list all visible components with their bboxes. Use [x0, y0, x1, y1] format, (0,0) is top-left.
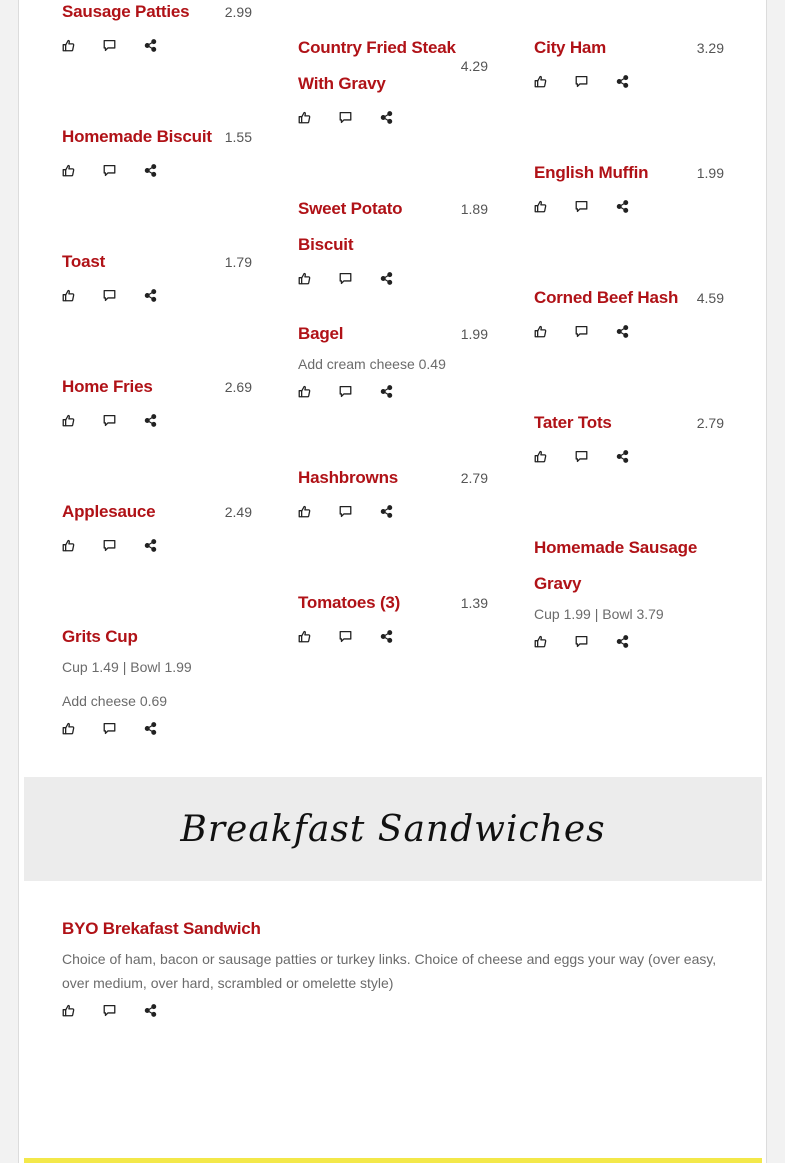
menu-item — [534, 155, 724, 219]
item-description: Cup 1.49 | Bowl 1.99 — [62, 659, 192, 675]
item-actions — [62, 997, 724, 1023]
item-price: 2.69 — [224, 379, 252, 395]
comment-icon — [575, 635, 588, 648]
item-actions — [534, 193, 724, 219]
item-name: Applesauce — [62, 502, 156, 521]
item-price: 2.99 — [224, 4, 252, 20]
menu-item — [62, 119, 252, 183]
item-name: Sweet Potato Biscuit — [298, 199, 403, 254]
menu-item — [298, 316, 488, 404]
like-button[interactable] — [62, 34, 103, 56]
thumbs-up-icon — [298, 505, 311, 518]
menu-item — [534, 280, 724, 344]
thumbs-up-icon — [534, 325, 547, 338]
comment-button[interactable] — [575, 630, 616, 652]
item-name: Sausage Patties — [62, 2, 190, 21]
item-description: Choice of ham, bacon or sausage patties or turkey links. Choice of cheese and eggs your way (over easy, over medium, over hard, scrambled or omelette style) — [62, 951, 717, 991]
thumbs-up-icon — [298, 385, 311, 398]
share-icon — [616, 635, 629, 648]
item-name: Corned Beef Hash — [534, 288, 679, 307]
like-button[interactable] — [298, 500, 339, 522]
item-name: Toast — [62, 252, 106, 271]
item-name: Homemade Sausage Gravy — [534, 538, 698, 593]
thumbs-up-icon — [62, 39, 75, 52]
comment-button[interactable] — [575, 445, 616, 467]
thumbs-up-icon — [534, 635, 547, 648]
item-name: Tomatoes (3) — [298, 593, 401, 612]
comment-icon — [575, 75, 588, 88]
menu-item — [62, 494, 252, 558]
comment-button[interactable] — [339, 106, 380, 128]
like-button[interactable] — [298, 380, 339, 402]
thumbs-up-icon — [62, 164, 75, 177]
like-button[interactable] — [298, 267, 339, 289]
share-icon — [144, 414, 157, 427]
like-button[interactable] — [62, 159, 103, 181]
comment-icon — [339, 630, 352, 643]
share-button[interactable] — [144, 284, 185, 306]
section-title: Breakfast Sandwiches — [180, 808, 606, 850]
like-button[interactable] — [62, 534, 103, 556]
comment-icon — [339, 505, 352, 518]
comment-icon — [575, 200, 588, 213]
item-price: 1.55 — [224, 129, 252, 145]
like-button[interactable] — [62, 999, 103, 1021]
comment-button[interactable] — [339, 625, 380, 647]
like-button[interactable] — [62, 409, 103, 431]
item-name: Country Fried Steak With Gravy — [298, 38, 456, 93]
share-button[interactable] — [380, 380, 421, 402]
item-actions — [298, 623, 488, 649]
menu-item — [62, 244, 252, 308]
item-actions — [534, 68, 724, 94]
comment-button[interactable] — [103, 34, 144, 56]
share-button[interactable] — [144, 717, 185, 739]
like-button[interactable] — [298, 625, 339, 647]
item-actions — [62, 282, 252, 308]
share-icon — [144, 539, 157, 552]
item-name: Grits Cup — [62, 627, 138, 646]
comment-icon — [103, 1004, 116, 1017]
comment-button[interactable] — [339, 380, 380, 402]
share-icon — [380, 505, 393, 518]
menu-item — [62, 0, 252, 58]
item-price: 2.79 — [460, 470, 488, 486]
share-icon — [144, 1004, 157, 1017]
item-name: BYO Brekafast Sandwich — [62, 919, 261, 938]
like-button[interactable] — [62, 284, 103, 306]
like-button[interactable] — [534, 70, 575, 92]
share-icon — [144, 164, 157, 177]
comment-icon — [575, 450, 588, 463]
menu-item — [298, 460, 488, 524]
item-price: 1.39 — [460, 595, 488, 611]
comment-button[interactable] — [339, 500, 380, 522]
share-icon — [616, 325, 629, 338]
share-button[interactable] — [380, 267, 421, 289]
thumbs-up-icon — [534, 450, 547, 463]
item-actions — [298, 265, 488, 291]
share-button[interactable] — [380, 625, 421, 647]
comment-button[interactable] — [339, 267, 380, 289]
like-button[interactable] — [534, 630, 575, 652]
comment-button[interactable] — [575, 70, 616, 92]
comment-button[interactable] — [103, 284, 144, 306]
thumbs-up-icon — [298, 272, 311, 285]
comment-button[interactable] — [575, 195, 616, 217]
comment-icon — [103, 164, 116, 177]
item-actions — [62, 32, 252, 58]
item-name: Hashbrowns — [298, 468, 399, 487]
menu-item — [62, 619, 252, 741]
share-icon — [616, 75, 629, 88]
like-button[interactable] — [534, 195, 575, 217]
item-price: 4.29 — [460, 58, 488, 74]
thumbs-up-icon — [62, 1004, 75, 1017]
comment-icon — [103, 289, 116, 302]
item-description: Add cheese 0.69 — [62, 693, 168, 709]
menu-item — [534, 30, 724, 94]
comment-button[interactable] — [103, 534, 144, 556]
item-actions — [298, 104, 488, 130]
item-actions — [534, 628, 724, 654]
item-name: Tater Tots — [534, 413, 612, 432]
item-actions — [62, 715, 252, 741]
share-button[interactable] — [144, 159, 185, 181]
share-button[interactable] — [144, 999, 185, 1021]
thumbs-up-icon — [62, 414, 75, 427]
menu-item — [298, 30, 488, 130]
menu-item — [298, 585, 488, 649]
comment-button[interactable] — [103, 717, 144, 739]
comment-button[interactable] — [103, 159, 144, 181]
menu-item — [534, 530, 724, 654]
thumbs-up-icon — [62, 722, 75, 735]
menu-item — [62, 369, 252, 433]
item-price: 2.49 — [224, 504, 252, 520]
comment-icon — [339, 385, 352, 398]
item-description: Add cream cheese 0.49 — [298, 356, 446, 372]
footer-accent-bar — [24, 1158, 762, 1163]
item-name: English Muffin — [534, 163, 649, 182]
comment-icon — [575, 325, 588, 338]
item-actions — [62, 532, 252, 558]
like-button[interactable] — [534, 445, 575, 467]
like-button[interactable] — [298, 106, 339, 128]
item-name: Bagel — [298, 324, 344, 343]
item-actions — [534, 318, 724, 344]
item-actions — [62, 157, 252, 183]
thumbs-up-icon — [62, 539, 75, 552]
comment-button[interactable] — [575, 320, 616, 342]
share-button[interactable] — [380, 500, 421, 522]
share-icon — [380, 272, 393, 285]
menu-item — [298, 191, 488, 291]
share-button[interactable] — [616, 70, 657, 92]
share-button[interactable] — [616, 195, 657, 217]
item-name: City Ham — [534, 38, 607, 57]
share-icon — [616, 450, 629, 463]
share-icon — [380, 111, 393, 124]
share-icon — [144, 722, 157, 735]
share-button[interactable] — [616, 445, 657, 467]
item-price: 4.59 — [696, 290, 724, 306]
thumbs-up-icon — [534, 75, 547, 88]
item-price: 1.99 — [460, 326, 488, 342]
comment-button[interactable] — [103, 999, 144, 1021]
comment-icon — [339, 111, 352, 124]
item-price: 1.89 — [460, 201, 488, 217]
item-actions — [62, 407, 252, 433]
comment-icon — [103, 722, 116, 735]
share-button[interactable] — [144, 409, 185, 431]
share-button[interactable] — [144, 534, 185, 556]
item-actions — [298, 378, 488, 404]
menu-item — [534, 405, 724, 469]
comment-button[interactable] — [103, 409, 144, 431]
share-button[interactable] — [616, 630, 657, 652]
comment-icon — [103, 414, 116, 427]
comment-icon — [103, 539, 116, 552]
item-description: Cup 1.99 | Bowl 3.79 — [534, 606, 664, 622]
share-button[interactable] — [144, 34, 185, 56]
item-name: Homemade Biscuit — [62, 127, 212, 146]
like-button[interactable] — [534, 320, 575, 342]
share-icon — [380, 385, 393, 398]
thumbs-up-icon — [298, 630, 311, 643]
share-button[interactable] — [616, 320, 657, 342]
share-icon — [380, 630, 393, 643]
item-price: 1.79 — [224, 254, 252, 270]
item-actions — [298, 498, 488, 524]
item-price: 3.29 — [696, 40, 724, 56]
thumbs-up-icon — [62, 289, 75, 302]
thumbs-up-icon — [534, 200, 547, 213]
comment-icon — [103, 39, 116, 52]
item-name: Home Fries — [62, 377, 153, 396]
section-header — [24, 777, 762, 881]
share-icon — [616, 200, 629, 213]
item-price: 2.79 — [696, 415, 724, 431]
share-icon — [144, 39, 157, 52]
item-actions — [534, 443, 724, 469]
like-button[interactable] — [62, 717, 103, 739]
menu-item — [62, 911, 724, 1023]
share-icon — [144, 289, 157, 302]
thumbs-up-icon — [298, 111, 311, 124]
share-button[interactable] — [380, 106, 421, 128]
comment-icon — [339, 272, 352, 285]
item-price: 1.99 — [696, 165, 724, 181]
